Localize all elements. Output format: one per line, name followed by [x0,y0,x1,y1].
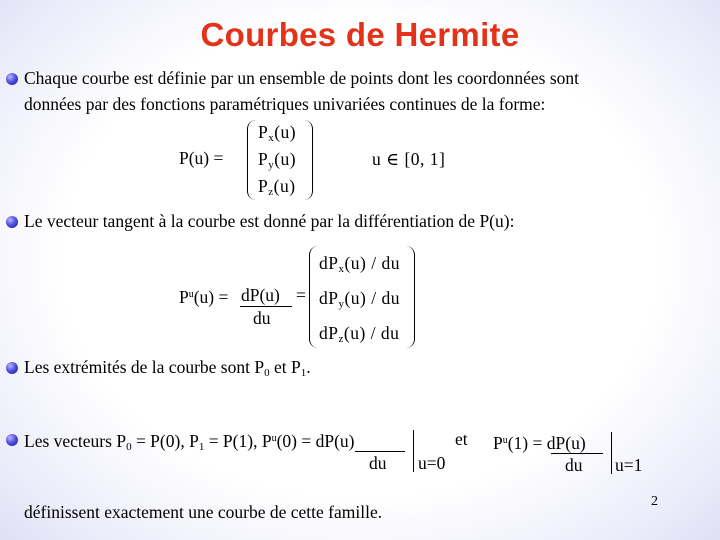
bullet-icon [6,362,18,374]
eq2-equals: = [296,285,306,305]
bullet2-text: Le vecteur tangent à la courbe est donné par la différentiation de P(u): [24,211,515,231]
bullet4-eval-1: u=0 [418,453,446,473]
bullet4-denominator-1: du [369,453,387,473]
bullet4-second-derivative: $P^u(1) = dP(u)$ [493,433,586,453]
eq2-lhs: $P^u(u)$ = [179,287,229,307]
page-number: 2 [651,494,658,509]
bullet1-line1: Chaque courbe est définie par un ensemble de points dont les coordonnées sont [24,68,579,88]
eq1-right-bracket [303,120,313,200]
bullet4-eval-2: u=1 [615,455,643,475]
bullet4-et: et [455,429,468,449]
eq2-row-x: $dP_x(u)$ / du [319,253,401,275]
eq1-row-y: $P_y(u)$ [258,149,297,171]
slide-title: Courbes de Hermite [200,16,520,53]
eq1-domain: u ∈ [0, 1] [372,149,446,169]
eq2-right-bracket [405,246,415,348]
eq2-row-y: $dP_y(u)$ / du [319,288,401,310]
eq2-numerator: dP(u) [241,285,280,305]
bullet4-eval-bar-2 [611,432,612,474]
bullet1-line2: données par des fonctions paramétriques univariées continues de la forme: [24,94,546,114]
bullet4-text: Les vecteurs $P_0 = P(0)$, $P_1 = P(1)$, $P^u(0) = dP(u)$ [24,431,355,453]
eq1-lhs: P(u) = [179,148,224,168]
bullet4-denominator-2: du [565,455,583,475]
eq1-row-z: $P_z(u)$ [258,176,296,198]
eq2-row-z: $dP_z(u)$ / du [319,323,400,345]
bullet-icon [6,434,18,446]
bullet4-eval-bar-1 [413,430,414,472]
eq2-denominator: du [253,308,271,328]
eq2-left-bracket [309,246,319,348]
closing-text: définissent exactement une courbe de cette famille. [24,502,383,522]
eq1-row-x: $P_x(u)$ [258,122,297,144]
bullet-icon [6,216,18,228]
eq1-left-bracket [247,120,257,200]
bullet3-text: Les extrémités de la courbe sont $P_0$ et $P_1$. [24,357,311,379]
bullet-icon [6,73,18,85]
